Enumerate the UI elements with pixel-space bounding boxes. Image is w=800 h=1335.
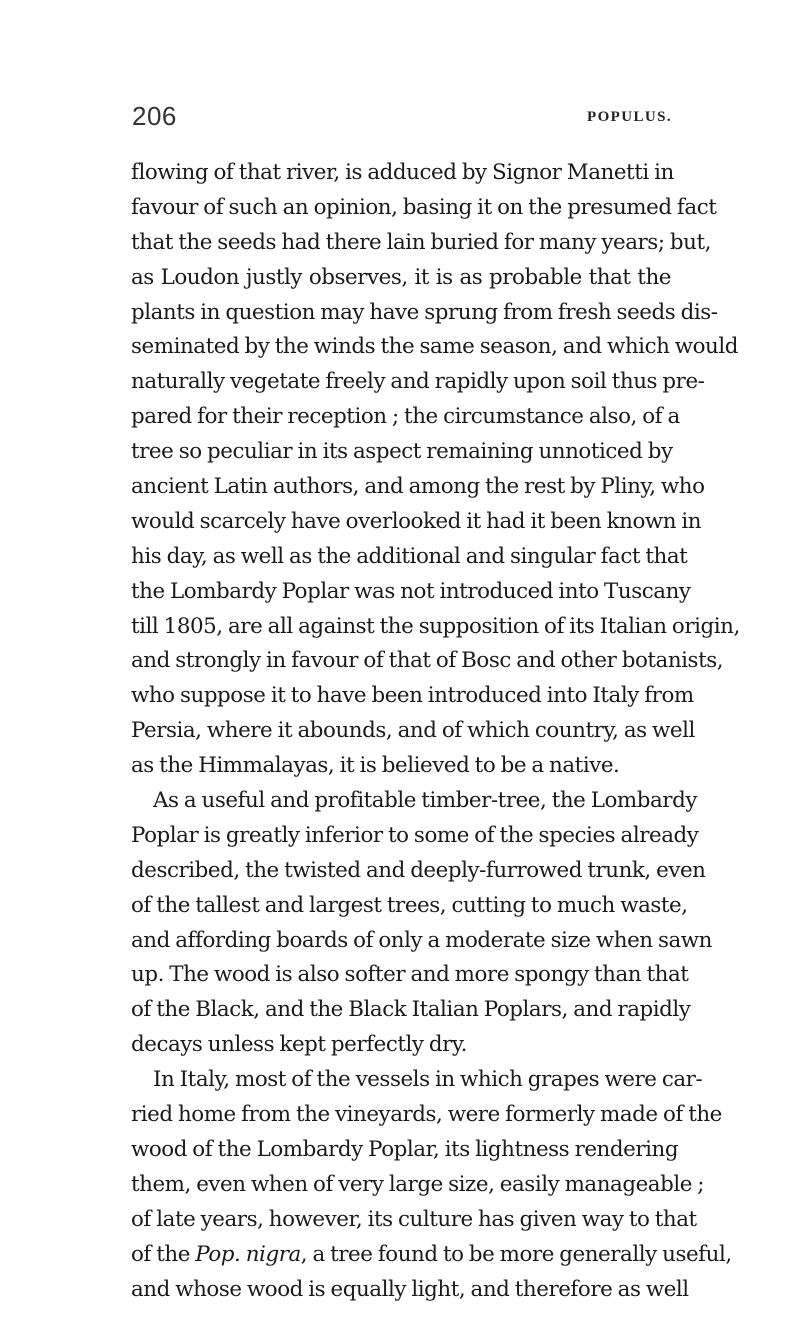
text-line: tree so peculiar in its aspect remaining unnoticed by: [131, 439, 673, 465]
text-line: and strongly in favour of that of Bosc and other botanists,: [131, 648, 724, 674]
text-line: In Italy, most of the vessels in which grapes were car-: [153, 1067, 703, 1093]
text-line: Persia, where it abounds, and of which country, as well: [131, 718, 695, 744]
text-line: and whose wood is equally light, and therefore as well: [131, 1276, 689, 1302]
taxon-italic: Pop. nigra: [195, 1241, 301, 1267]
text-line: and affording boards of only a moderate size when sawn: [131, 927, 712, 953]
text-line: the Lombardy Poplar was not introduced into Tuscany: [131, 578, 691, 604]
text-line: up. The wood is also softer and more spongy than that: [131, 962, 689, 988]
text-line: of late years, however, its culture has given way to that: [131, 1206, 697, 1232]
text-line: would scarcely have overlooked it had it been known in: [131, 508, 702, 534]
text-line: As a useful and profitable timber-tree, the Lombardy: [153, 788, 697, 814]
line-suffix: , a tree found to be more generally useful,: [300, 1241, 732, 1267]
text-line: plants in question may have sprung from fresh seeds dis-: [131, 299, 718, 325]
text-line: of the tallest and largest trees, cutting to much waste,: [131, 892, 688, 918]
body-text: [131, 156, 740, 1307]
text-line: as the Himmalayas, it is believed to be a native.: [131, 753, 620, 779]
text-line: of the Black, and the Black Italian Poplars, and rapidly: [131, 997, 691, 1023]
page-header: [132, 101, 672, 141]
text-line: ancient Latin authors, and among the rest by Pliny, who: [131, 474, 705, 500]
text-line: described, the twisted and deeply-furrowed trunk, even: [131, 857, 706, 883]
text-line: seminated by the winds the same season, and which would: [131, 334, 739, 360]
running-head: POPULUS.: [587, 109, 672, 125]
line-prefix: of the: [131, 1241, 196, 1267]
text-line: naturally vegetate freely and rapidly upon soil thus pre-: [131, 369, 705, 395]
text-line: Poplar is greatly inferior to some of the species already: [131, 822, 699, 848]
text-line: pared for their reception ; the circumstance also, of a: [131, 404, 680, 430]
text-line: wood of the Lombardy Poplar, its lightness rendering: [131, 1136, 679, 1162]
text-line: till 1805, are all against the supposition of its Italian origin,: [131, 613, 740, 639]
text-line: his day, as well as the additional and singular fact that: [131, 543, 688, 569]
text-line: favour of such an opinion, basing it on the presumed fact: [131, 194, 717, 220]
page-number: 206: [132, 101, 177, 131]
text-line: them, even when of very large size, easily manageable ;: [131, 1171, 705, 1197]
text-line: decays unless kept perfectly dry.: [131, 1032, 468, 1058]
text-line-with-italic: [131, 1238, 732, 1273]
text-line: flowing of that river, is adduced by Signor Manetti in: [131, 160, 674, 185]
text-line: ried home from the vineyards, were formerly made of the: [131, 1102, 722, 1128]
text-line: as Loudon justly observes, it is as probable that the: [131, 264, 671, 290]
text-line: that the seeds had there lain buried for many years; but,: [131, 229, 711, 255]
text-line: who suppose it to have been introduced into Italy from: [131, 683, 694, 709]
